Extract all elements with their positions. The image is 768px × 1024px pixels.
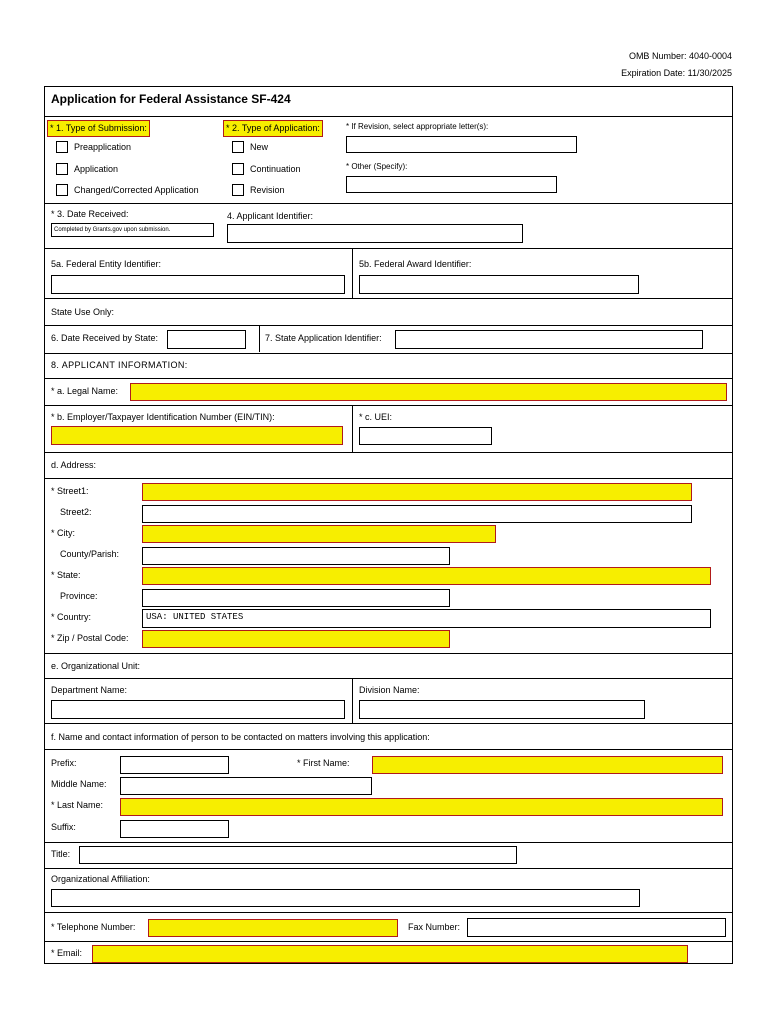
- street2-input[interactable]: [142, 505, 692, 523]
- country-select[interactable]: USA: UNITED STATES: [142, 609, 711, 628]
- divider: [45, 203, 732, 204]
- legal-name-input[interactable]: [130, 383, 727, 401]
- expiration-date: Expiration Date: 11/30/2025: [621, 68, 732, 78]
- changed-corrected-label: Changed/Corrected Application: [74, 185, 199, 195]
- divider: [45, 749, 732, 750]
- street2-label: Street2:: [60, 507, 92, 517]
- state-app-id-label: 7. State Application Identifier:: [265, 333, 382, 343]
- new-label: New: [250, 142, 269, 152]
- applicant-identifier-label: 4. Applicant Identifier:: [227, 211, 314, 221]
- department-label: Department Name:: [51, 685, 128, 695]
- email-label: * Email:: [51, 948, 83, 958]
- divider: [45, 723, 732, 724]
- date-received-value: Completed by Grants.gov upon submission.: [51, 223, 214, 237]
- divider: [45, 941, 732, 942]
- revision-letter-label: * If Revision, select appropriate letter(s):: [346, 122, 489, 131]
- type-of-submission-label: * 1. Type of Submission:: [47, 120, 150, 137]
- federal-entity-label: 5a. Federal Entity Identifier:: [51, 259, 162, 269]
- street1-label: * Street1:: [51, 486, 89, 496]
- prefix-label: Prefix:: [51, 758, 77, 768]
- middle-name-input[interactable]: [120, 777, 372, 795]
- divider: [45, 248, 732, 249]
- street1-input[interactable]: [142, 483, 692, 501]
- application-label: Application: [74, 164, 119, 174]
- date-by-state-label: 6. Date Received by State:: [51, 333, 159, 343]
- zip-label: * Zip / Postal Code:: [51, 633, 129, 643]
- form-title: Application for Federal Assistance SF-424: [51, 92, 291, 106]
- federal-award-label: 5b. Federal Award Identifier:: [359, 259, 472, 269]
- country-label: * Country:: [51, 612, 92, 622]
- continuation-label: Continuation: [250, 164, 301, 174]
- county-label: County/Parish:: [60, 549, 120, 559]
- new-checkbox[interactable]: [232, 141, 244, 153]
- email-input[interactable]: [92, 945, 688, 963]
- fax-label: Fax Number:: [408, 922, 461, 932]
- divider: [45, 353, 732, 354]
- preapplication-checkbox[interactable]: [56, 141, 68, 153]
- divider: [352, 248, 353, 298]
- revision-checkbox[interactable]: [232, 184, 244, 196]
- sf424-form: [44, 86, 733, 964]
- state-use-label: State Use Only:: [51, 307, 115, 317]
- uei-label: * c. UEI:: [359, 412, 393, 422]
- suffix-input[interactable]: [120, 820, 229, 838]
- divider: [45, 478, 732, 479]
- applicant-info-heading: 8. APPLICANT INFORMATION:: [51, 360, 188, 370]
- telephone-label: * Telephone Number:: [51, 922, 136, 932]
- zip-input[interactable]: [142, 630, 450, 648]
- federal-entity-input[interactable]: [51, 275, 345, 294]
- division-label: Division Name:: [359, 685, 420, 695]
- divider: [45, 452, 732, 453]
- city-input[interactable]: [142, 525, 496, 543]
- last-name-label: * Last Name:: [51, 800, 104, 810]
- date-received-label: * 3. Date Received:: [51, 209, 129, 219]
- title-input[interactable]: [79, 846, 517, 864]
- department-input[interactable]: [51, 700, 345, 719]
- date-by-state-input[interactable]: [167, 330, 246, 349]
- affiliation-input[interactable]: [51, 889, 640, 907]
- divider: [45, 842, 732, 843]
- revision-label: Revision: [250, 185, 285, 195]
- continuation-checkbox[interactable]: [232, 163, 244, 175]
- divider: [45, 653, 732, 654]
- preapplication-label: Preapplication: [74, 142, 132, 152]
- divider: [45, 298, 732, 299]
- application-checkbox[interactable]: [56, 163, 68, 175]
- first-name-label: * First Name:: [297, 758, 350, 768]
- omb-number: OMB Number: 4040-0004: [628, 51, 732, 61]
- ein-input[interactable]: [51, 426, 343, 445]
- divider: [45, 912, 732, 913]
- divider: [352, 678, 353, 723]
- type-of-application-label: * 2. Type of Application:: [223, 120, 323, 137]
- telephone-input[interactable]: [148, 919, 398, 937]
- province-input[interactable]: [142, 589, 450, 607]
- other-specify-input[interactable]: [346, 176, 557, 193]
- federal-award-input[interactable]: [359, 275, 639, 294]
- other-specify-label: * Other (Specify):: [346, 162, 408, 171]
- divider: [45, 405, 732, 406]
- affiliation-label: Organizational Affiliation:: [51, 874, 150, 884]
- legal-name-label: * a. Legal Name:: [51, 386, 119, 396]
- divider: [45, 378, 732, 379]
- address-heading: d. Address:: [51, 460, 97, 470]
- divider: [352, 405, 353, 452]
- prefix-input[interactable]: [120, 756, 229, 774]
- state-label: * State:: [51, 570, 81, 580]
- province-label: Province:: [60, 591, 98, 601]
- divider: [45, 116, 732, 117]
- division-input[interactable]: [359, 700, 645, 719]
- ein-label: * b. Employer/Taxpayer Identification Number (EIN/TIN):: [51, 412, 275, 422]
- city-label: * City:: [51, 528, 76, 538]
- state-select[interactable]: [142, 567, 711, 585]
- divider: [45, 868, 732, 869]
- last-name-input[interactable]: [120, 798, 723, 816]
- changed-corrected-checkbox[interactable]: [56, 184, 68, 196]
- contact-heading: f. Name and contact information of person to be contacted on matters involving this application:: [51, 732, 430, 742]
- fax-input[interactable]: [467, 918, 726, 937]
- suffix-label: Suffix:: [51, 822, 76, 832]
- revision-letter-input[interactable]: [346, 136, 577, 153]
- divider: [259, 325, 260, 352]
- divider: [45, 325, 732, 326]
- uei-input[interactable]: [359, 427, 492, 445]
- first-name-input[interactable]: [372, 756, 723, 774]
- middle-name-label: Middle Name:: [51, 779, 107, 789]
- state-app-id-input[interactable]: [395, 330, 703, 349]
- divider: [45, 678, 732, 679]
- org-unit-heading: e. Organizational Unit:: [51, 661, 141, 671]
- title-label: Title:: [51, 849, 71, 859]
- county-input[interactable]: [142, 547, 450, 565]
- applicant-identifier-input[interactable]: [227, 224, 523, 243]
